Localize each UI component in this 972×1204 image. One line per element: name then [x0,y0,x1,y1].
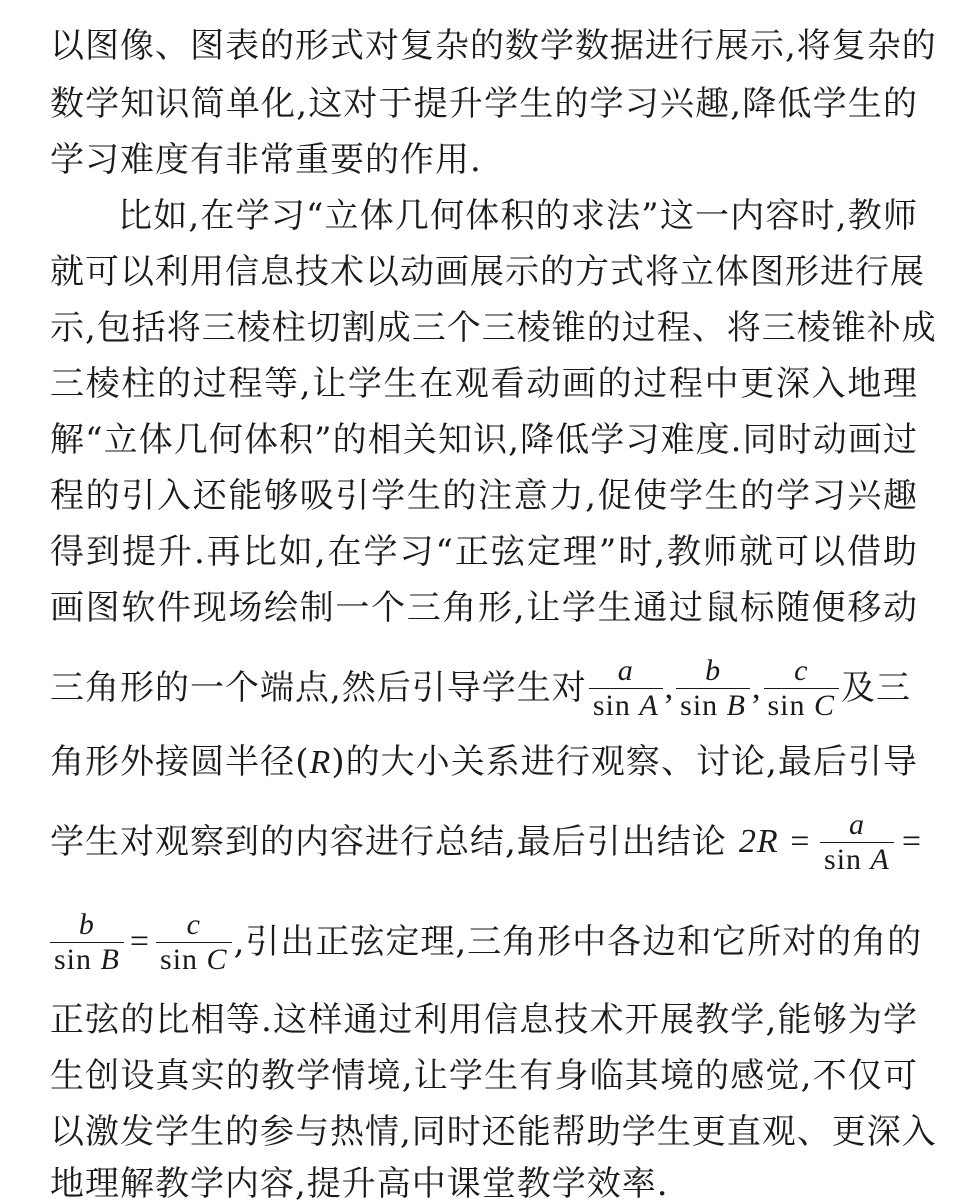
text-line: 正弦的比相等.这样通过利用信息技术开展教学,能够为学 [50,1000,918,1040]
fraction-denominator: sin C [156,942,232,977]
fraction-c-over-sinC [764,654,840,723]
fraction-a-over-sinA [589,654,663,723]
text-line: 学习难度有非常重要的作用. [50,140,482,180]
fraction-c-over-sinC [156,908,232,977]
text-line-with-fractions [50,906,923,978]
text-segment: 及三 [841,668,912,708]
text-line: 数学知识简单化,这对于提升学生的学习兴趣,降低学生的 [50,84,918,124]
text-line: 以图像、图表的形式对复杂的数学数据进行展示,将复杂的 [50,26,937,66]
fraction-b-over-sinB [50,908,124,977]
text-segment: )的大小关系进行观察、讨论,最后引导 [331,742,919,782]
text-line-with-fractions [50,806,923,878]
fraction-numerator: a [848,807,865,841]
text-line: 示,包括将三棱柱切割成三个三棱锥的过程、将三棱锥补成 [50,308,937,348]
fraction-denominator: sin A [589,688,663,723]
fraction-numerator: a [617,653,634,687]
formula-2R: 2R = [738,823,813,860]
equals-sign: = [129,923,151,960]
fraction-denominator: sin B [676,688,750,723]
fraction-denominator: sin B [50,942,124,977]
text-line: 画图软件现场绘制一个三角形,让学生通过鼠标随便移动 [50,588,918,628]
text-segment: ,引出正弦定理,三角形中各边和它所对的角的 [233,922,923,962]
fraction-denominator: sin C [764,688,840,723]
text-line: 地理解教学内容,提升高中课堂教学效率. [50,1164,669,1204]
equals-sign: = [901,823,923,860]
text-segment: 角形外接圆半径( [50,742,310,782]
fraction-numerator: c [794,653,809,687]
fraction-b-over-sinB [676,654,750,723]
fraction-numerator: b [78,907,95,941]
text-line [50,742,918,783]
text-line: 生创设真实的教学情境,让学生有身临其境的感觉,不仅可 [50,1056,918,1096]
text-line: 以激发学生的参与热情,同时还能帮助学生更直观、更深入 [50,1112,937,1152]
text-line: 程的引入还能够吸引学生的注意力,促使学生的学习兴趣 [50,476,918,516]
text-segment: 三角形的一个端点,然后引导学生对 [50,668,587,708]
fraction-numerator: c [186,907,201,941]
fraction-numerator: b [705,653,722,687]
fraction-a-over-sinA [820,808,894,877]
fraction-denominator: sin A [820,842,894,877]
text-line: 得到提升.再比如,在学习“正弦定理”时,教师就可以借助 [50,532,918,572]
comma: , [664,669,675,706]
text-line-with-fractions [50,652,918,724]
text-line: 三棱柱的过程等,让学生在观看动画的过程中更深入地理 [50,364,918,404]
text-line: 就可以利用信息技术以动画展示的方式将立体图形进行展 [50,252,925,292]
text-segment: 学生对观察到的内容进行总结,最后引出结论 [50,822,727,862]
comma: , [752,669,762,706]
text-line: 解“立体几何体积”的相关知识,降低学习难度.同时动画过 [50,420,918,460]
text-line: 比如,在学习“立体几何体积的求法”这一内容时,教师 [118,196,918,236]
variable-R: R [309,744,332,781]
